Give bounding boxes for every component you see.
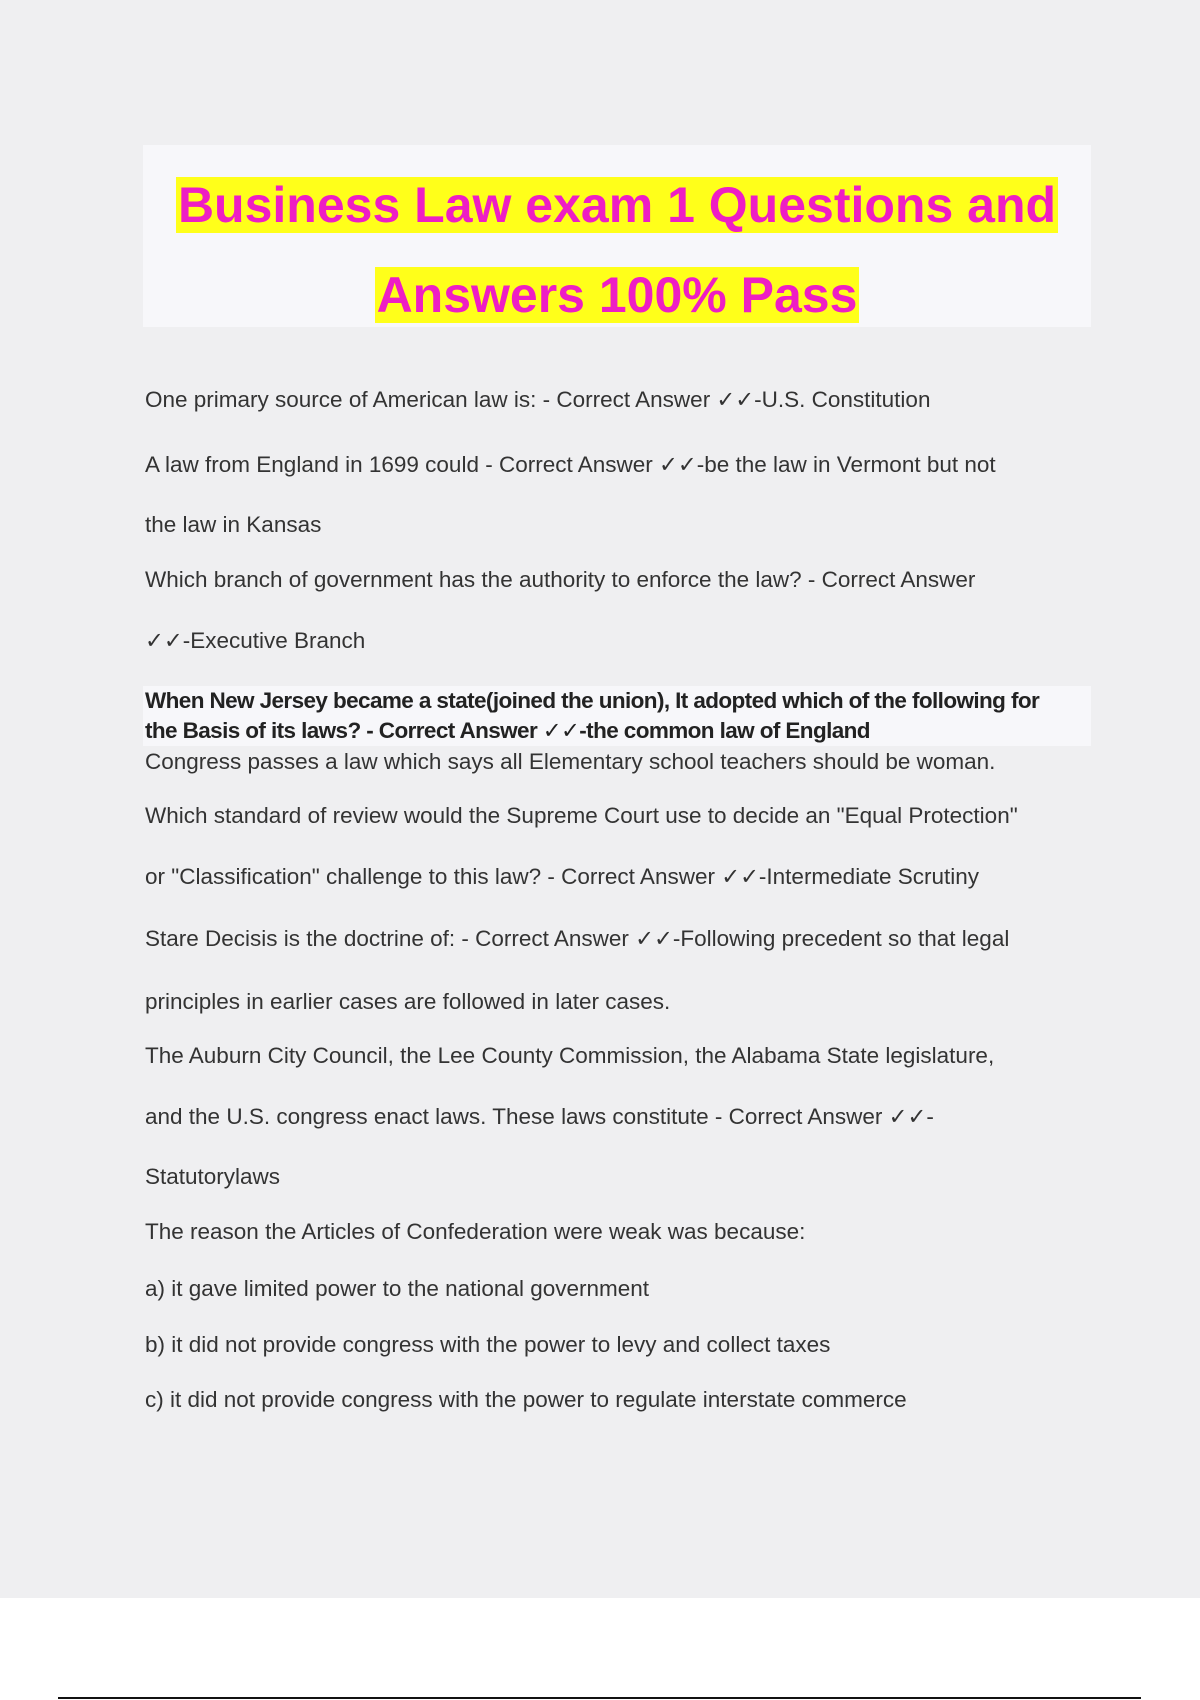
title-block xyxy=(143,145,1091,327)
question-line: principles in earlier cases are followed in later cases. xyxy=(145,989,671,1014)
question-line: Statutorylaws xyxy=(145,1164,281,1189)
question-line: Congress passes a law which says all Elementary school teachers should be woman. xyxy=(145,749,996,774)
question-line: Which branch of government has the authority to enforce the law? - Correct Answer xyxy=(145,567,976,592)
document-title-line-2 xyxy=(143,265,1091,325)
document-title-line-1 xyxy=(143,175,1091,235)
question-line: The Auburn City Council, the Lee County Commission, the Alabama State legislature, xyxy=(145,1043,995,1068)
bold-question-line: When New Jersey became a state(joined the union), It adopted which of the following for xyxy=(145,688,1040,713)
footer-rule xyxy=(58,1697,1141,1699)
question-line: the law in Kansas xyxy=(145,512,322,537)
answer-option-c: c) it did not provide congress with the power to regulate interstate commerce xyxy=(145,1387,907,1412)
question-line: Which standard of review would the Supreme Court use to decide an "Equal Protection" xyxy=(145,803,1018,828)
title-text: Answers 100% Pass xyxy=(376,267,858,323)
title-text: Business Law exam 1 Questions and xyxy=(177,177,1057,233)
question-line: A law from England in 1699 could - Correct Answer ✓✓-be the law in Vermont but not xyxy=(145,452,996,477)
answer-option-a: a) it gave limited power to the national government xyxy=(145,1276,650,1301)
answer-option-b: b) it did not provide congress with the power to levy and collect taxes xyxy=(145,1332,831,1357)
question-line: or "Classification" challenge to this law? - Correct Answer ✓✓-Intermediate Scrutiny xyxy=(145,864,980,889)
question-line: The reason the Articles of Confederation were weak was because: xyxy=(145,1219,806,1244)
question-line: ✓✓-Executive Branch xyxy=(145,628,366,653)
question-line: Stare Decisis is the doctrine of: - Correct Answer ✓✓-Following precedent so that legal xyxy=(145,926,1010,951)
question-line: and the U.S. congress enact laws. These laws constitute - Correct Answer ✓✓- xyxy=(145,1104,934,1129)
question-line: One primary source of American law is: - Correct Answer ✓✓-U.S. Constitution xyxy=(145,387,931,412)
bold-question-line: the Basis of its laws? - Correct Answer ✓✓-the common law of England xyxy=(145,718,870,743)
